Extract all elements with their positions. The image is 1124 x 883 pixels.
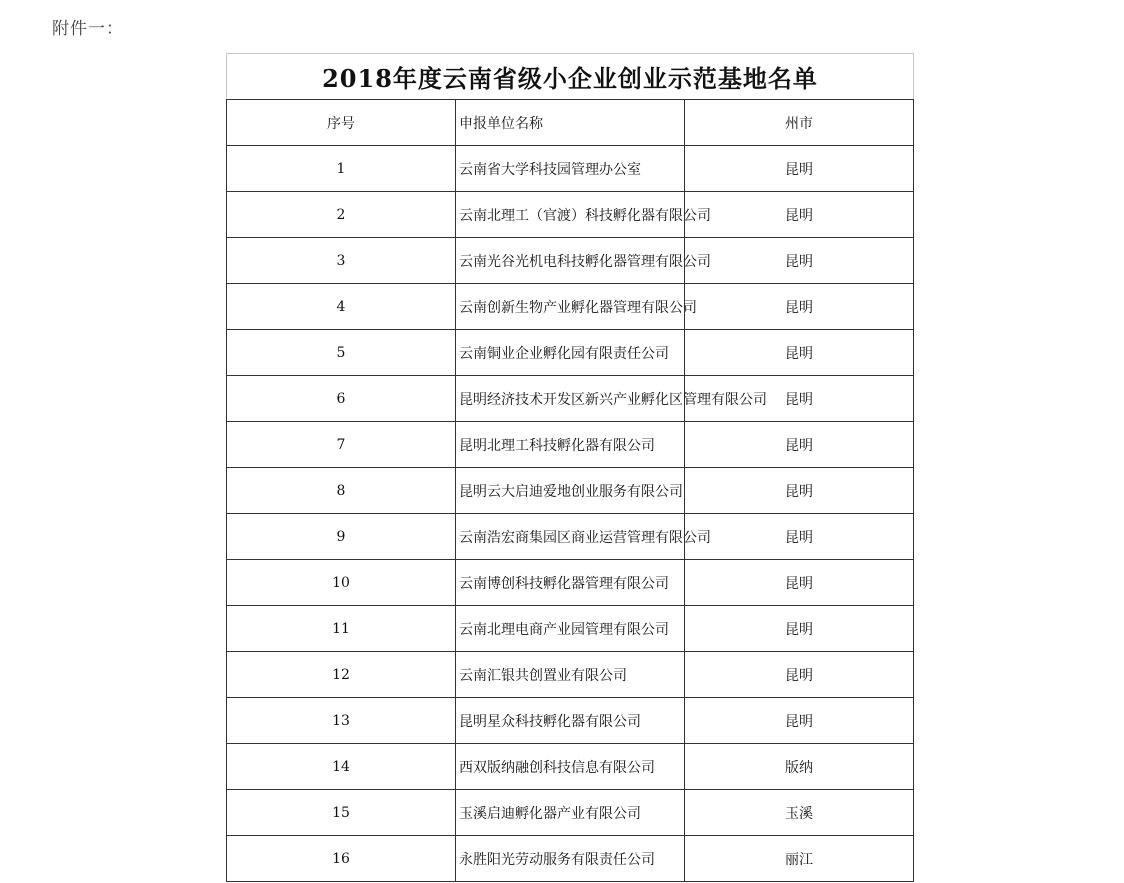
row-unit-name: 云南铜业企业孵化园有限责任公司 (456, 330, 685, 376)
row-unit-name: 西双版纳融创科技信息有限公司 (456, 744, 685, 790)
table-row (227, 836, 914, 882)
row-city: 昆明 (685, 698, 914, 744)
row-city: 昆明 (685, 514, 914, 560)
row-seq: 13 (227, 698, 456, 744)
row-seq: 9 (227, 514, 456, 560)
row-unit-name: 云南创新生物产业孵化器管理有限公司 (456, 284, 685, 330)
row-unit-name: 云南博创科技孵化器管理有限公司 (456, 560, 685, 606)
row-unit-name: 昆明经济技术开发区新兴产业孵化区管理有限公司 (456, 376, 685, 422)
table-row (227, 652, 914, 698)
row-seq: 4 (227, 284, 456, 330)
row-unit-name: 昆明北理工科技孵化器有限公司 (456, 422, 685, 468)
table-row (227, 376, 914, 422)
row-seq: 16 (227, 836, 456, 882)
row-seq: 14 (227, 744, 456, 790)
row-unit-name: 云南浩宏商集园区商业运营管理有限公司 (456, 514, 685, 560)
row-unit-name: 昆明星众科技孵化器有限公司 (456, 698, 685, 744)
row-unit-name: 云南北理电商产业园管理有限公司 (456, 606, 685, 652)
row-seq: 11 (227, 606, 456, 652)
row-seq: 3 (227, 238, 456, 284)
row-seq: 7 (227, 422, 456, 468)
row-city: 昆明 (685, 238, 914, 284)
row-city: 版纳 (685, 744, 914, 790)
row-unit-name: 玉溪启迪孵化器产业有限公司 (456, 790, 685, 836)
table-row (227, 514, 914, 560)
header-city: 州市 (685, 100, 914, 146)
header-seq: 序号 (227, 100, 456, 146)
row-city: 昆明 (685, 652, 914, 698)
row-seq: 10 (227, 560, 456, 606)
table-row (227, 560, 914, 606)
row-seq: 6 (227, 376, 456, 422)
table-row (227, 238, 914, 284)
row-unit-name: 云南省大学科技园管理办公室 (456, 146, 685, 192)
table-row (227, 192, 914, 238)
table-row (227, 468, 914, 514)
row-city: 昆明 (685, 146, 914, 192)
row-city: 昆明 (685, 192, 914, 238)
row-city: 昆明 (685, 468, 914, 514)
row-city: 昆明 (685, 376, 914, 422)
table-title: 2018年度云南省级小企业创业示范基地名单 (227, 54, 914, 100)
row-unit-name: 昆明云大启迪爱地创业服务有限公司 (456, 468, 685, 514)
row-city: 昆明 (685, 560, 914, 606)
row-seq: 15 (227, 790, 456, 836)
row-unit-name: 云南汇银共创置业有限公司 (456, 652, 685, 698)
row-unit-name: 云南光谷光机电科技孵化器管理有限公司 (456, 238, 685, 284)
row-unit-name: 永胜阳光劳动服务有限责任公司 (456, 836, 685, 882)
attachment-label: 附件一： (52, 19, 124, 39)
table-row (227, 284, 914, 330)
header-row (227, 100, 914, 146)
row-seq: 1 (227, 146, 456, 192)
row-seq: 8 (227, 468, 456, 514)
row-city: 昆明 (685, 284, 914, 330)
table-row (227, 146, 914, 192)
row-unit-name: 云南北理工（官渡）科技孵化器有限公司 (456, 192, 685, 238)
row-city: 昆明 (685, 422, 914, 468)
row-city: 玉溪 (685, 790, 914, 836)
row-seq: 2 (227, 192, 456, 238)
table-row (227, 744, 914, 790)
row-city: 昆明 (685, 606, 914, 652)
table-row (227, 422, 914, 468)
table-row (227, 606, 914, 652)
title-row (227, 54, 914, 100)
table-row (227, 790, 914, 836)
table-body (227, 54, 914, 882)
row-seq: 12 (227, 652, 456, 698)
base-list-table (226, 53, 914, 882)
row-city: 昆明 (685, 330, 914, 376)
table-row (227, 330, 914, 376)
row-city: 丽江 (685, 836, 914, 882)
row-seq: 5 (227, 330, 456, 376)
table-row (227, 698, 914, 744)
header-name: 申报单位名称 (456, 100, 685, 146)
